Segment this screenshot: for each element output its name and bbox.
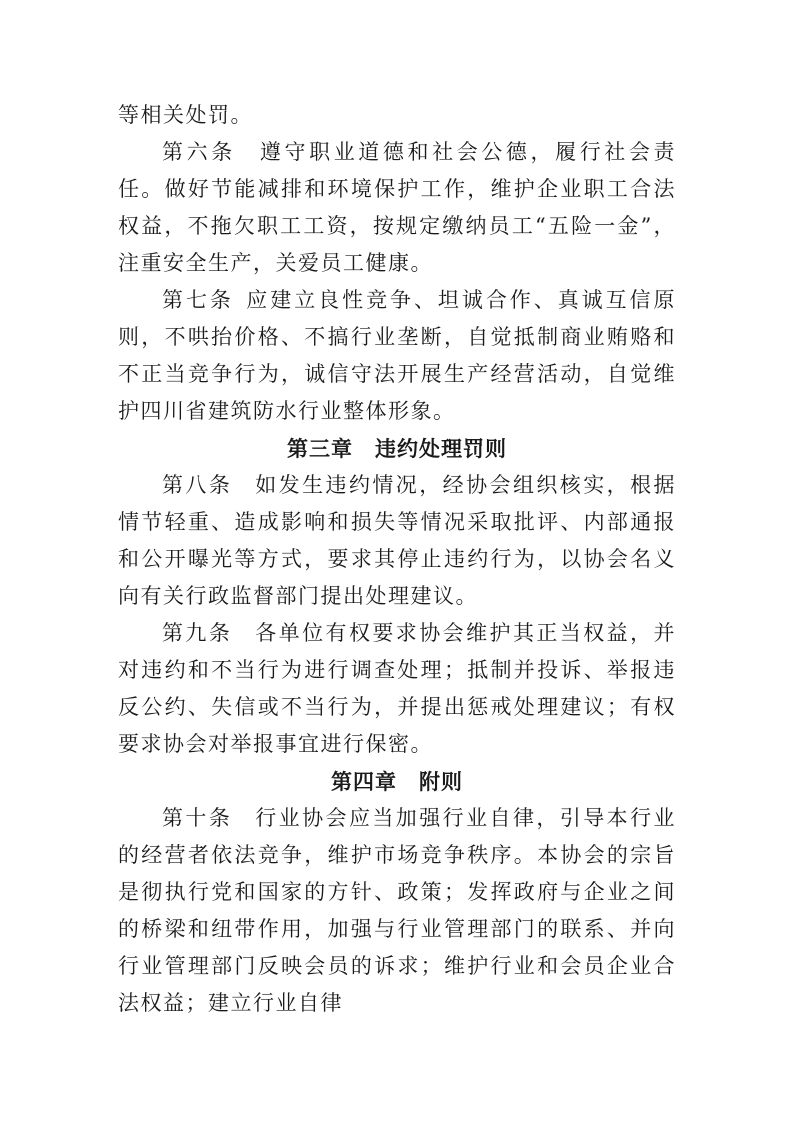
chapter-4-number: 第四章 <box>331 769 397 794</box>
article-10-text: 行业协会应当加强行业自律，引导本行业的经营者依法竞争，维护市场竞争秩序。本协会的宗旨是彻执行党和国家的方针、政策；发挥政府与企业之间的桥梁和纽带作用，加强与行业管理部门的联系、并向行业管理部门反映会员的诉求；维护行业和会员企业合法权益；建立行业自律 <box>118 806 677 1015</box>
article-8 <box>118 467 676 615</box>
chapter-3-number: 第三章 <box>287 436 353 461</box>
chapter-3-title: 违约处理罚则 <box>375 436 507 461</box>
article-6-text: 遵守职业道德和社会公德，履行社会责任。做好节能减排和环境保护工作，维护企业职工合法权益，不拖欠职工工资，按规定缴纳员工“五险一金”，注重安全生产，关爱员工健康。 <box>118 140 677 275</box>
article-6 <box>118 134 676 282</box>
article-7 <box>118 282 676 430</box>
article-9-text: 各单位有权要求协会维护其正当权益，并对违约和不当行为进行调查处理；抵制并投诉、举报违反公约、失信或不当行为，并提出惩戒处理建议；有权要求协会对举报事宜进行保密。 <box>118 621 677 756</box>
article-10-label: 第十条 <box>162 806 233 830</box>
chapter-3-heading <box>118 430 676 467</box>
article-9-label: 第九条 <box>162 621 233 645</box>
article-6-label: 第六条 <box>162 140 236 164</box>
article-10 <box>118 800 676 1022</box>
chapter-4-heading <box>118 763 676 800</box>
article-7-text: 应建立良性竞争、坦诚合作、真诚互信原则，不哄抬价格、不搞行业垄断，自觉抵制商业贿赂和不正当竞争行为，诚信守法开展生产经营活动，自觉维护四川省建筑防水行业整体形象。 <box>118 288 677 423</box>
paragraph-continuation <box>118 97 676 134</box>
article-8-label: 第八条 <box>162 473 233 497</box>
continuation-text: 等相关处罚。 <box>118 103 253 127</box>
article-9 <box>118 615 676 763</box>
article-8-text: 如发生违约情况，经协会组织核实，根据情节轻重、造成影响和损失等情况采取批评、内部通报和公开曝光等方式，要求其停止违约行为，以协会名义向有关行政监督部门提出处理建议。 <box>118 473 677 608</box>
document-page <box>118 97 676 1022</box>
article-7-label: 第七条 <box>162 288 234 312</box>
chapter-4-title: 附则 <box>419 769 463 794</box>
